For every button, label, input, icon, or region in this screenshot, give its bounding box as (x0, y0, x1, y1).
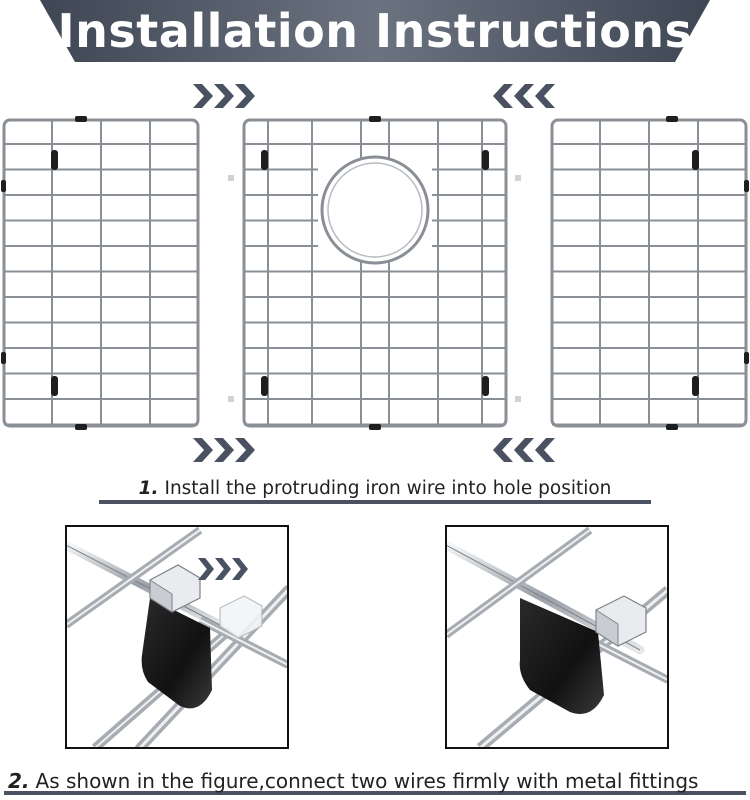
page-title: Installation Instructions (57, 4, 693, 58)
chevron-left-icon (493, 438, 555, 462)
step-1-text: Install the protruding iron wire into hole position (164, 478, 612, 499)
grid-left (4, 120, 198, 426)
detail-panel-after (446, 526, 668, 748)
step-2-number: 2. (8, 769, 30, 793)
chevron-right-icon (193, 84, 255, 108)
chevron-right-icon (193, 438, 255, 462)
step1-underline (99, 500, 651, 504)
step-1-instruction (0, 478, 750, 499)
step-2-instruction (8, 769, 698, 793)
detail-panel-before (66, 526, 288, 748)
step-1-number: 1. (138, 478, 159, 499)
grid-right (552, 120, 746, 426)
drain-hole (322, 157, 428, 263)
step-2-text: As shown in the figure,connect two wires firmly with metal fittings (35, 769, 699, 793)
chevron-left-icon (493, 84, 555, 108)
